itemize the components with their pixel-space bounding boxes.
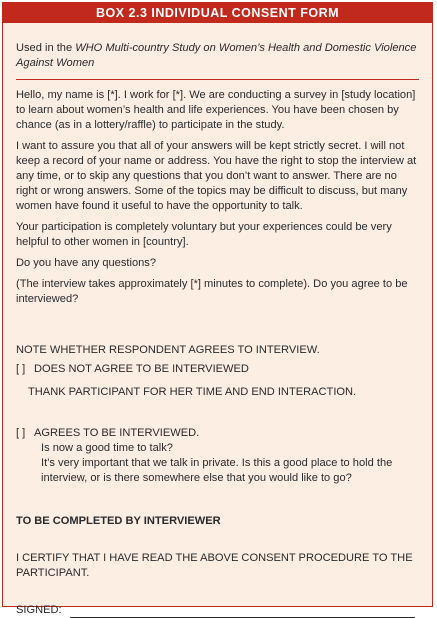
- private-place-question: It’s very important that we talk in private. Is this a good place to hold the interview, or is there somewhere else that you would like to go?: [41, 457, 393, 484]
- intro-line: [16, 41, 419, 71]
- not-agree-action: THANK PARTICIPANT FOR HER TIME AND END INTERACTION.: [28, 386, 357, 398]
- note-heading: NOTE WHETHER RESPONDENT AGREES TO INTERVIEW.: [16, 344, 320, 356]
- signed-label: SIGNED:: [16, 604, 62, 616]
- agrees-line: [16, 426, 419, 441]
- duration-paragraph: (The interview takes approximately [*] minutes to complete). Do you agree to be interviewed?: [16, 278, 408, 305]
- consent-form-box: [2, 2, 433, 616]
- signature-line[interactable]: [70, 606, 415, 618]
- study-name: WHO Multi-country Study on Women’s Health and Domestic Violence Against Women: [16, 42, 417, 69]
- not-agree-option: [16, 362, 419, 377]
- certify-statement: I CERTIFY THAT I HAVE READ THE ABOVE CONSENT PROCEDURE TO THE PARTICIPANT.: [16, 552, 413, 579]
- interviewer-heading: TO BE COMPLETED BY INTERVIEWER: [16, 515, 221, 527]
- agrees-followup: [16, 441, 419, 486]
- intro-prefix: Used in the: [16, 42, 76, 54]
- agrees-label: AGREES TO BE INTERVIEWED.: [34, 427, 200, 439]
- form-content: [3, 23, 432, 618]
- divider: [16, 79, 419, 80]
- agrees-checkbox[interactable]: [ ]: [16, 427, 26, 439]
- respondent-agreement-section: [16, 343, 419, 486]
- voluntary-paragraph: Your participation is completely voluntary but your experiences could be very helpful to other women in [country].: [16, 221, 392, 248]
- agrees-option: [16, 426, 419, 486]
- not-agree-label: DOES NOT AGREE TO BE INTERVIEWED: [34, 363, 249, 375]
- not-agree-checkbox[interactable]: [ ]: [16, 363, 26, 375]
- good-time-question: Is now a good time to talk?: [41, 442, 173, 454]
- questions-paragraph: Do you have any questions?: [16, 257, 156, 269]
- box-title: BOX 2.3 INDIVIDUAL CONSENT FORM: [3, 3, 432, 23]
- greeting-paragraph: Hello, my name is [*]. I work for [*]. We are conducting a survey in [study location] to learn about women’s health and life experiences. You have been chosen by chance (as in a lottery/raffle) to participate in the study.: [16, 89, 416, 131]
- confidentiality-paragraph: I want to assure you that all of your answers will be kept strictly secret. I will not keep a record of your name or address. You have the right to stop the interview at any time, or to skip any questions that you don’t want to answer. There are no right or wrong answers. Some of the topics may be difficult to discuss, but many women have found it useful to have the opportunity to talk.: [16, 140, 417, 212]
